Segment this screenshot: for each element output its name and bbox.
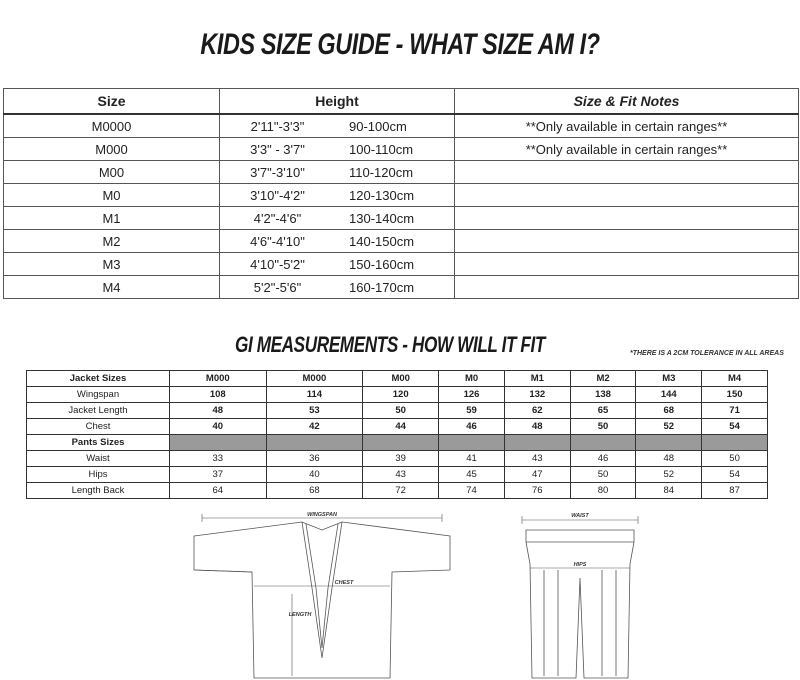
- size-row: [4, 276, 799, 299]
- measure-label: Waist: [27, 451, 170, 467]
- size-cell: M00: [4, 161, 220, 184]
- grey-divider-cell: [702, 435, 768, 451]
- tolerance-note: *THERE IS A 2CM TOLERANCE IN ALL AREAS: [630, 350, 784, 357]
- measure-value: 59: [439, 403, 505, 419]
- size-column-header: M000: [170, 371, 267, 387]
- size-column-header: M2: [570, 371, 636, 387]
- size-column-header: M3: [636, 371, 702, 387]
- size-column-header: M000: [266, 371, 363, 387]
- pants-diagram: [518, 508, 642, 680]
- size-cell: M000: [4, 138, 220, 161]
- measure-value: 84: [636, 483, 702, 499]
- size-row: [4, 114, 799, 138]
- measure-value: 68: [636, 403, 702, 419]
- size-row: [4, 253, 799, 276]
- measure-label: Jacket Length: [27, 403, 170, 419]
- fit-note-cell: [455, 276, 799, 299]
- measure-value: 36: [266, 451, 363, 467]
- hips-label: HIPS: [573, 562, 587, 568]
- height-cm-cell: 130-140cm: [335, 207, 455, 230]
- fit-note-cell: **Only available in certain ranges**: [455, 138, 799, 161]
- measure-value: 68: [266, 483, 363, 499]
- measure-value: 43: [363, 467, 439, 483]
- measure-value: 42: [266, 419, 363, 435]
- measure-label: Wingspan: [27, 387, 170, 403]
- measure-value: 120: [363, 387, 439, 403]
- measure-value: 50: [702, 451, 768, 467]
- wingspan-label: WINGSPAN: [307, 512, 337, 518]
- measure-value: 48: [504, 419, 570, 435]
- page-title: KIDS SIZE GUIDE - WHAT SIZE AM I?: [200, 28, 600, 61]
- height-cm-cell: 120-130cm: [335, 184, 455, 207]
- grey-divider-cell: [170, 435, 267, 451]
- jacket-measure-row: [27, 419, 768, 435]
- fit-note-cell: [455, 230, 799, 253]
- measure-value: 53: [266, 403, 363, 419]
- measure-value: 39: [363, 451, 439, 467]
- height-ft-cell: 4'2"-4'6": [220, 207, 336, 230]
- measure-value: 54: [702, 467, 768, 483]
- measure-label: Length Back: [27, 483, 170, 499]
- measure-value: 76: [504, 483, 570, 499]
- waist-label: WAIST: [571, 513, 589, 519]
- measure-value: 37: [170, 467, 267, 483]
- fit-note-cell: [455, 253, 799, 276]
- height-cm-cell: 140-150cm: [335, 230, 455, 253]
- size-row: [4, 184, 799, 207]
- measure-value: 80: [570, 483, 636, 499]
- measure-value: 54: [702, 419, 768, 435]
- grey-divider-cell: [363, 435, 439, 451]
- measure-value: 40: [170, 419, 267, 435]
- fit-note-cell: [455, 184, 799, 207]
- height-ft-cell: 4'10"-5'2": [220, 253, 336, 276]
- measure-value: 144: [636, 387, 702, 403]
- size-column-header: M1: [504, 371, 570, 387]
- measure-value: 138: [570, 387, 636, 403]
- measure-value: 126: [439, 387, 505, 403]
- size-header: Size: [4, 89, 220, 115]
- height-header: Height: [220, 89, 455, 115]
- notes-header: Size & Fit Notes: [455, 89, 799, 115]
- measure-value: 50: [363, 403, 439, 419]
- jacket-diagram: [192, 508, 452, 680]
- pants-sizes-label: Pants Sizes: [27, 435, 170, 451]
- height-cm-cell: 160-170cm: [335, 276, 455, 299]
- height-ft-cell: 4'6"-4'10": [220, 230, 336, 253]
- measure-value: 41: [439, 451, 505, 467]
- jacket-header-row: [27, 371, 768, 387]
- fit-note-cell: [455, 207, 799, 230]
- jacket-measure-row: [27, 387, 768, 403]
- grey-divider-cell: [570, 435, 636, 451]
- length-label: LENGTH: [288, 612, 312, 618]
- fit-note-cell: [455, 161, 799, 184]
- measure-value: 46: [570, 451, 636, 467]
- grey-divider-cell: [439, 435, 505, 451]
- measure-value: 64: [170, 483, 267, 499]
- measure-label: Hips: [27, 467, 170, 483]
- grey-divider-cell: [266, 435, 363, 451]
- measure-value: 62: [504, 403, 570, 419]
- measure-value: 50: [570, 467, 636, 483]
- measure-value: 50: [570, 419, 636, 435]
- size-row: [4, 207, 799, 230]
- height-ft-cell: 3'3" - 3'7": [220, 138, 336, 161]
- size-cell: M3: [4, 253, 220, 276]
- height-cm-cell: 100-110cm: [335, 138, 455, 161]
- size-cell: M1: [4, 207, 220, 230]
- measure-value: 108: [170, 387, 267, 403]
- jacket-measure-row: [27, 403, 768, 419]
- height-ft-cell: 3'7"-3'10": [220, 161, 336, 184]
- pants-measure-row: [27, 483, 768, 499]
- height-cm-cell: 150-160cm: [335, 253, 455, 276]
- measure-value: 52: [636, 467, 702, 483]
- chest-label: CHEST: [334, 580, 354, 586]
- measure-value: 114: [266, 387, 363, 403]
- measure-value: 45: [439, 467, 505, 483]
- height-ft-cell: 2'11"-3'3": [220, 114, 336, 138]
- size-row: [4, 161, 799, 184]
- size-row: [4, 138, 799, 161]
- size-cell: M2: [4, 230, 220, 253]
- size-cell: M0: [4, 184, 220, 207]
- size-column-header: M0: [439, 371, 505, 387]
- measure-value: 44: [363, 419, 439, 435]
- pants-measure-row: [27, 451, 768, 467]
- measure-value: 52: [636, 419, 702, 435]
- size-row: [4, 230, 799, 253]
- size-column-header: M4: [702, 371, 768, 387]
- measure-value: 87: [702, 483, 768, 499]
- height-ft-cell: 3'10"-4'2": [220, 184, 336, 207]
- size-cell: M0000: [4, 114, 220, 138]
- measure-value: 72: [363, 483, 439, 499]
- grey-divider-cell: [636, 435, 702, 451]
- jacket-sizes-label: Jacket Sizes: [27, 371, 170, 387]
- size-cell: M4: [4, 276, 220, 299]
- measure-label: Chest: [27, 419, 170, 435]
- measure-value: 132: [504, 387, 570, 403]
- measure-value: 48: [170, 403, 267, 419]
- measure-value: 47: [504, 467, 570, 483]
- grey-divider-cell: [504, 435, 570, 451]
- pants-measure-row: [27, 467, 768, 483]
- measure-value: 33: [170, 451, 267, 467]
- height-cm-cell: 90-100cm: [335, 114, 455, 138]
- measure-value: 40: [266, 467, 363, 483]
- measure-value: 71: [702, 403, 768, 419]
- measure-value: 65: [570, 403, 636, 419]
- gi-measurements-title: GI MEASUREMENTS - HOW WILL IT FIT: [235, 332, 545, 357]
- pants-header-row: [27, 435, 768, 451]
- gi-measurements-table: [26, 370, 768, 499]
- height-cm-cell: 110-120cm: [335, 161, 455, 184]
- size-table: [3, 88, 799, 299]
- measure-value: 46: [439, 419, 505, 435]
- fit-note-cell: **Only available in certain ranges**: [455, 114, 799, 138]
- measure-value: 43: [504, 451, 570, 467]
- measure-value: 74: [439, 483, 505, 499]
- measure-value: 150: [702, 387, 768, 403]
- height-ft-cell: 5'2"-5'6": [220, 276, 336, 299]
- size-table-header-row: [4, 89, 799, 115]
- measure-value: 48: [636, 451, 702, 467]
- size-column-header: M00: [363, 371, 439, 387]
